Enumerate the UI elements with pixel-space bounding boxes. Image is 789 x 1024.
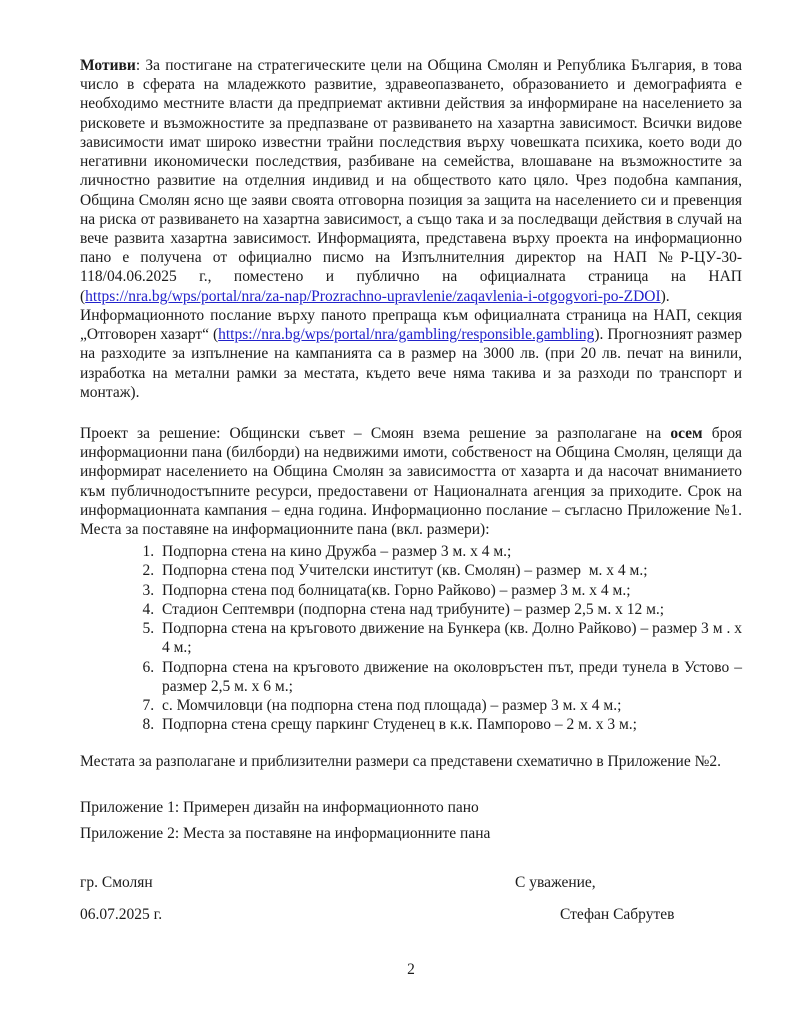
signature-city: гр. Смолян [80,874,153,892]
closing-paragraph: Местата за разполагане и приблизителни размери са представени схематично в Приложение №2. [80,753,721,771]
list-item: 8. Подпорна стена срещу паркинг Студенец в к.к. Пампорово – 2 м. х 3 м.; [158,715,742,734]
motivi-text-1: : За постигане на стратегическите цели на Община Смолян и Република България, в това число в сферата на младежкото развитие, здравеопазването, образованието и демографията е необходимо местните власти да предприемат активни действия за информиране на населението за рисковете и възможностите за предпазване от развиването на хазартна зависимост. Всички видове зависимости имат широко известни трайни последствия върху човешката психика, което води до негативни икономически последствия, разбиване на семейства, влошаване на възможностите за личностно развитие на отделния индивид и на обществото като цяло. Чрез подобна кампания, Община Смолян ясно ще заяви своята отговорна позиция за защита на населението си и превенция на риска от развиването на хазартна зависимост, а също така и за последващи действия в случай на вече развита хазартна зависимост. Информацията, представена върху проекта на информационно пано е получена от официално писмо на Изпълнителния директор на НАП №Р-ЦУ-30-118/04.06.2025 г., поместено и публично на официалната страница на НАП ( [80,57,742,305]
attachment-2-line: Приложение 2: Места за поставяне на информационните пана [80,824,491,842]
signature-regards: С уважение, [515,874,596,892]
page-number: 2 [407,961,415,979]
list-item: 1. Подпорна стена на кино Дружба – размер 3 м. х 4 м.; [158,542,742,561]
locations-list [80,542,742,734]
motivi-label: Мотиви [80,57,136,74]
signature-date: 06.07.2025 г. [80,906,163,924]
signature-block [80,873,742,924]
list-item: 7. с. Момчиловци (на подпорна стена под площада) – размер 3 м. х 4 м.; [158,696,742,715]
decision-text-2: броя информационни пана (билборди) на недвижими имоти, собственост на Община Смолян, целящи да информират населението на Община Смолян за зависимостта от хазарта и да насочат вниманието към публичнодостъпните ресурси, предоставени от Националната агенция за приходите. Срок на информационната кампания – една година. Информационно послание – съгласно Приложение №1. Места за поставяне на информационните пана (вкл. размери): [80,424,742,539]
signature-name: Стефан Сабрутев [560,906,675,924]
motivi-text-3: ). Прогнозният размер на разходите за изпълнение на кампанията са в размер на 3000 лв. (при 20 лв. печат на винили, изработка на метални рамки за местата, където вече няма такива и за разходи по транспорт и монтаж). [80,326,742,401]
list-item: 6. Подпорна стена на кръговото движение на околовръстен път, преди тунела в Устово – размер 2,5 м. х 6 м.; [158,658,742,696]
signature-row-2 [80,905,742,924]
motivi-paragraph [80,56,742,402]
list-item: 4. Стадион Септември (подпорна стена над трибуните) – размер 2,5 м. х 12 м.; [158,600,742,619]
list-item: 2. Подпорна стена под Учителски институт (кв. Смолян) – размер м. х 4 м.; [158,561,742,580]
signature-row-1 [80,873,742,892]
motivi-text-2: ). Информационното послание върху паното препраща към официалната страница на НАП, секция „Отговорен хазарт“ ( [80,287,742,344]
decision-paragraph [80,424,742,539]
decision-text-1: Проект за решение: Общински съвет – Смоян взема решение за разполагане на [80,424,671,442]
nap-responsible-gambling-link[interactable]: https://nra.bg/wps/portal/nra/gambling/responsible.gambling [218,326,595,344]
nap-zdoi-link[interactable]: https://nra.bg/wps/portal/nra/za-nap/Prozrachno-upravlenie/zaqavlenia-i-otgogvori-po-ZDOI [85,287,661,305]
list-item: 3. Подпорна стена под болницата(кв. Горно Райково) – размер 3 м. х 4 м.; [158,581,742,600]
list-item: 5. Подпорна стена на кръговото движение на Бункера (кв. Долно Райково) – размер 3 м . х 4 м.; [158,619,742,657]
attachment-1-line: Приложение 1: Примерен дизайн на информационното пано [80,798,479,816]
decision-count-bold: осем [670,424,703,442]
